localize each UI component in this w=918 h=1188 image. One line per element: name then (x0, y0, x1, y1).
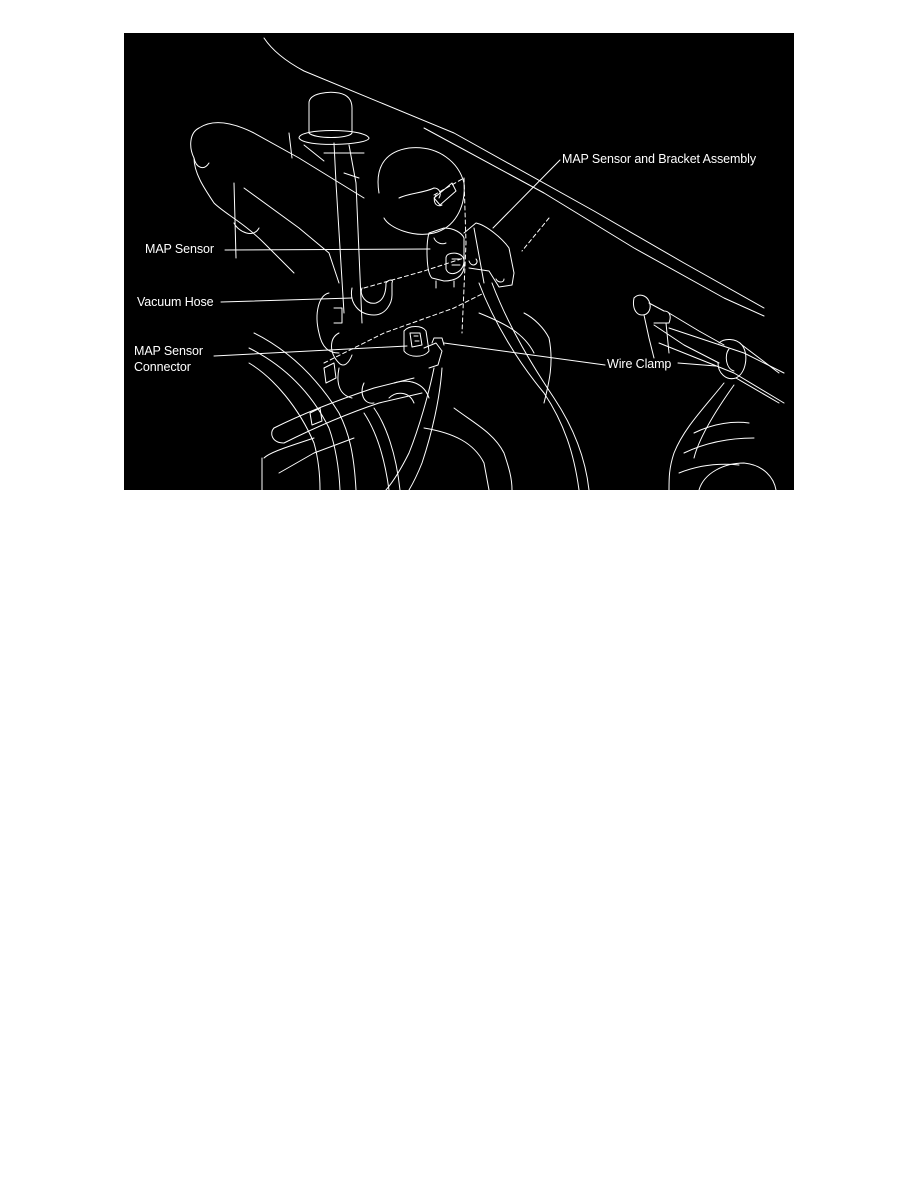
engine-line-art (124, 33, 794, 490)
label-map-sensor-bracket-assembly: MAP Sensor and Bracket Assembly (562, 152, 756, 166)
label-wire-clamp: Wire Clamp (607, 357, 672, 371)
label-map-sensor: MAP Sensor (145, 242, 214, 256)
engine-diagram-figure (124, 33, 794, 490)
label-map-sensor-connector (134, 343, 203, 375)
label-vacuum-hose: Vacuum Hose (137, 295, 214, 309)
label-map-sensor-connector-line1: MAP Sensor (134, 344, 203, 358)
label-map-sensor-connector-line2: Connector (134, 360, 191, 374)
